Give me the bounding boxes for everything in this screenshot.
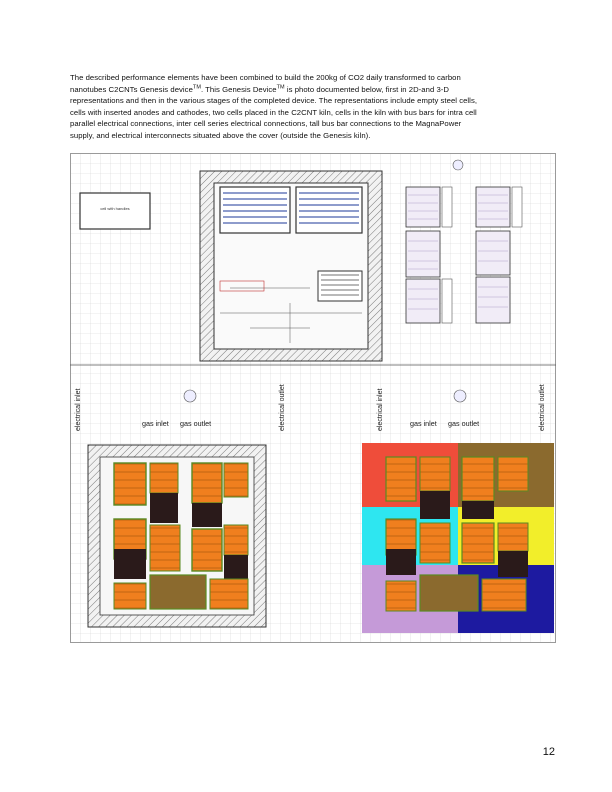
cell-with-handles-drawing xyxy=(80,193,150,229)
intro-line-3: representations and then in the various stages of the completed device. The representations include empty steel cells, xyxy=(70,96,478,105)
intro-line-2-c: is photo documented below, first in 2D-and 3-D xyxy=(284,84,449,94)
page-number: 12 xyxy=(542,746,555,758)
left-electrical-outlet-label: electrical outlet xyxy=(279,384,286,431)
intro-line-1: The described performance elements have been combined to build the 200kg of CO2 daily transformed to carbon xyxy=(70,73,461,82)
genesis-device-diagram xyxy=(70,153,556,643)
intro-line-2-a: nanotubes C2CNTs Genesis device xyxy=(70,84,193,94)
intro-line-5: parallel electrical connections, inter cell series electrical connections, tall bus bar connections to the MagnaPower xyxy=(70,119,462,128)
left-electrical-inlet-label: electrical inlet xyxy=(75,388,82,431)
intro-line-6: supply, and electrical interconnects situated above the cover (outside the Genesis kiln). xyxy=(70,130,371,140)
intro-line-2 xyxy=(70,84,550,96)
intro-paragraph xyxy=(70,72,550,141)
left-gas-inlet-label: gas inlet xyxy=(142,419,169,428)
right-electrical-inlet-label: electrical inlet xyxy=(377,388,384,431)
cell-with-handles-label: cell with handles xyxy=(100,206,130,211)
right-electrical-outlet-label: electrical outlet xyxy=(539,384,546,431)
tm-mark-1: TM xyxy=(192,83,201,90)
right-gas-inlet-label: gas inlet xyxy=(410,419,437,428)
kiln-plan-drawing xyxy=(200,171,382,361)
tm-mark-2: TM xyxy=(276,83,285,90)
right-gas-outlet-label: gas outlet xyxy=(448,419,480,428)
left-gas-outlet-label: gas outlet xyxy=(180,419,212,428)
intro-line-2-b: . This Genesis Device xyxy=(200,84,277,94)
intro-line-4: cells with inserted anodes and cathodes, two cells placed in the C2CNT kiln, cells in the kiln with bus bars for intra cell xyxy=(70,107,477,117)
